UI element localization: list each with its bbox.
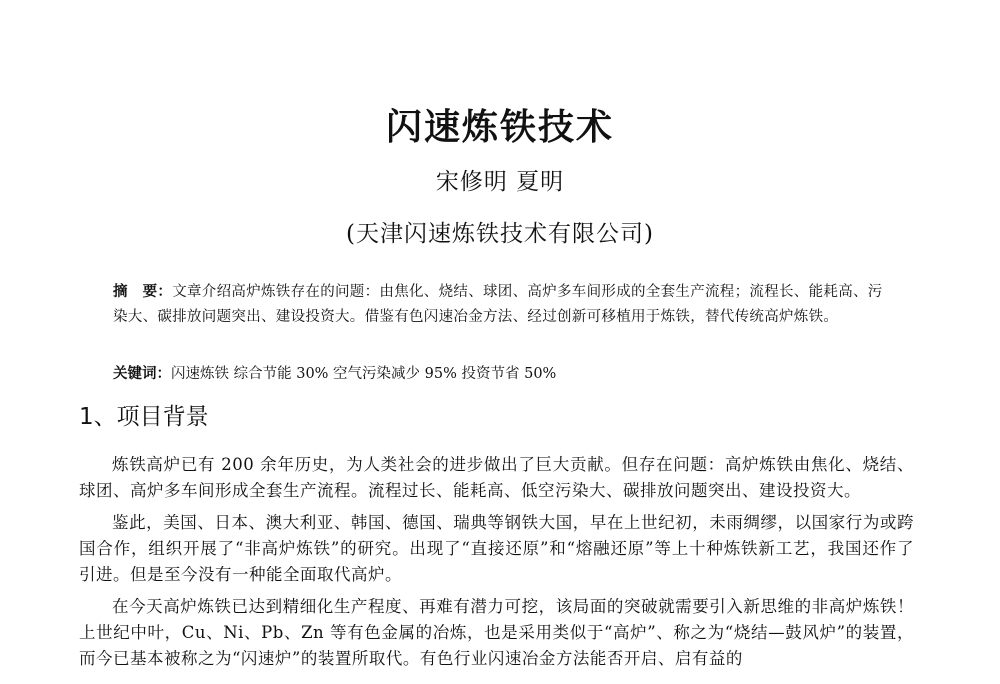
paragraph: 在今天高炉炼铁已达到精细化生产程度、再难有潜力可挖，该局面的突破就需要引入新思维的非高炉炼铁！上世纪中叶，Cu、Ni、Pb、Zn 等有色金属的冶炼，也是采用类似于“高炉”、称之为“烧结—鼓风炉”的装置，而今已基本被称之为“闪速炉”的装置所取代。有色行业闪速冶金方法能否开启、启有益的 xyxy=(79,597,914,668)
paragraph: 鉴此，美国、日本、澳大利亚、韩国、德国、瑞典等钢铁大国，早在上世纪初，未雨绸缪，以国家行为或跨国合作，组织开展了“非高炉炼铁”的研究。出现了“直接还原”和“熔融还原”等上十种炼铁新工艺，我国还作了引进。但是至今没有一种能全面取代高炉。 xyxy=(79,513,914,584)
section-heading: 1、项目背景 xyxy=(79,404,209,430)
keywords-text: 闪速炼铁 综合节能 30% 空气污染减少 95% 投资节省 50% xyxy=(171,366,557,382)
paper-title: 闪速炼铁技术 xyxy=(385,107,614,148)
abstract xyxy=(113,280,885,330)
author-list: 宋修明 夏明 xyxy=(435,169,565,195)
keywords-label: 关键词： xyxy=(113,366,171,382)
abstract-label: 摘 要： xyxy=(113,284,173,300)
paragraph: 炼铁高炉已有 200 余年历史，为人类社会的进步做出了巨大贡献。但存在问题：高炉炼铁由焦化、烧结、球团、高炉多车间形成全套生产流程。流程过长、能耗高、低空污染大、碳排放问题突出、建设投资大。 xyxy=(79,455,914,500)
keywords xyxy=(113,362,885,387)
abstract-text: 文章介绍高炉炼铁存在的问题：由焦化、烧结、球团、高炉多车间形成的全套生产流程；流程长、能耗高、污染大、碳排放问题突出、建设投资大。借鉴有色闪速冶金方法、经过创新可移植用于炼铁，替代传统高炉炼铁。 xyxy=(113,284,883,325)
section-body xyxy=(79,452,914,678)
affiliation: (天津闪速炼铁技术有限公司) xyxy=(346,221,654,247)
